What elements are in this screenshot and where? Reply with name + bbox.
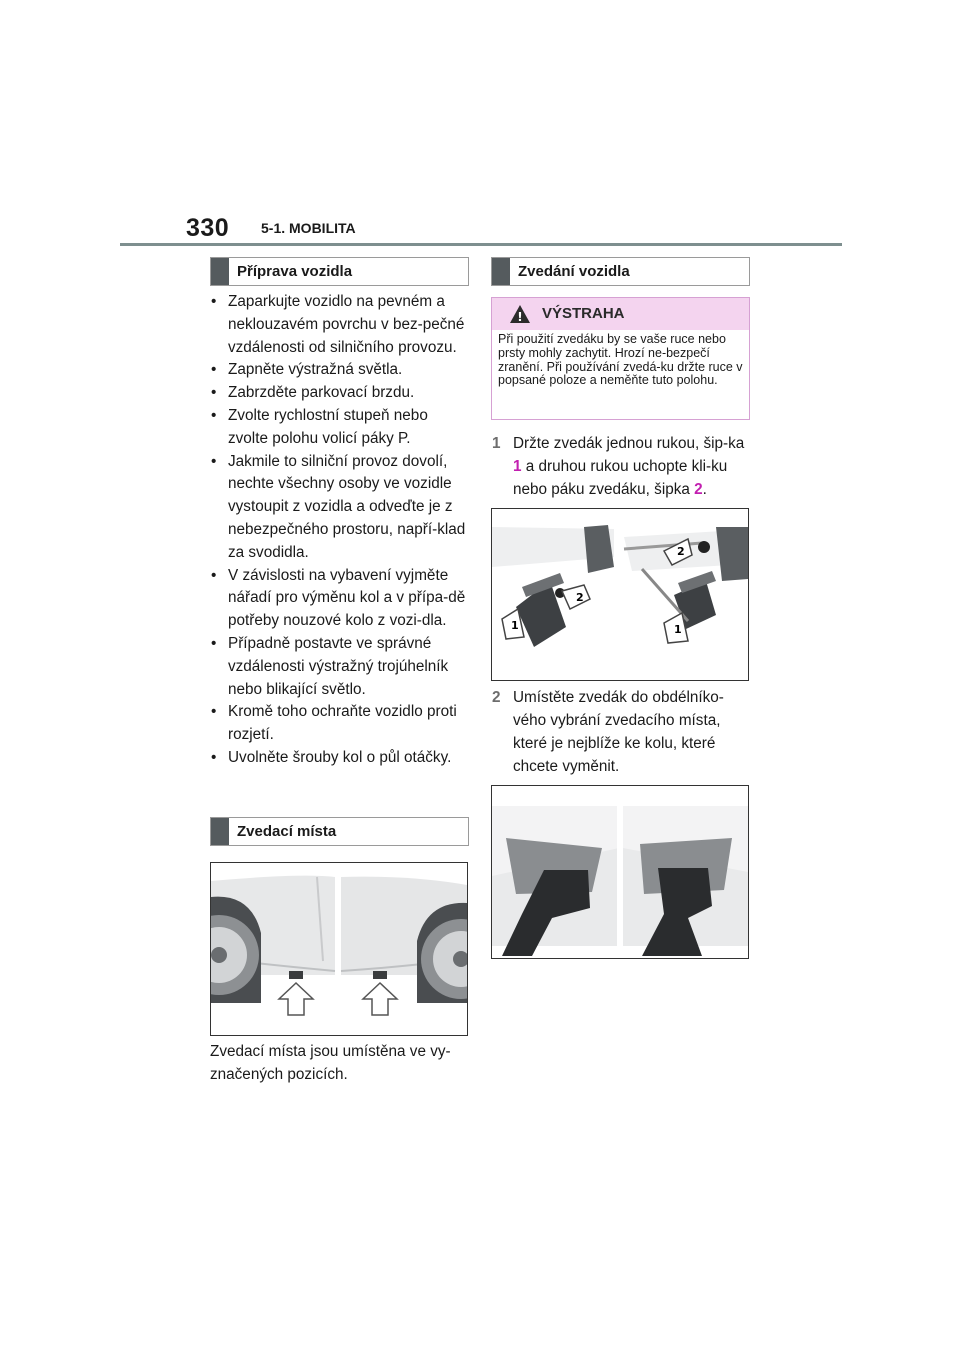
list-item: • Zvolte rychlostní stupeň nebo zvolte polohu volicí páky P. — [211, 406, 428, 447]
section-marker — [492, 258, 510, 285]
jack-placement-figure — [491, 785, 749, 959]
step-text: Držte zvedák jednou rukou, šip-ka 1 a druhou rukou uchopte kli-ku nebo páku zvedáku, šipka 2. — [513, 435, 745, 498]
warning-triangle-icon — [509, 304, 531, 324]
jack-handling-figure — [491, 508, 749, 681]
jack-placement-illustration — [492, 786, 748, 958]
warning-box — [491, 297, 750, 420]
warning-title: VÝSTRAHA — [542, 305, 625, 322]
list-item: • Zapněte výstražná světla. — [211, 361, 403, 379]
list-item: • Zabrzděte parkovací brzdu. — [211, 384, 415, 402]
car-side-illustration — [211, 863, 467, 1035]
step-number: 1 — [492, 435, 501, 452]
chapter-title: 5-1. MOBILITA — [261, 220, 356, 236]
lifting-points-figure — [210, 862, 468, 1036]
arrow-ref-1: 1 — [513, 458, 522, 475]
step-number: 2 — [492, 689, 501, 706]
callout-label: 2 — [677, 545, 685, 558]
header-divider — [120, 243, 842, 246]
list-item: • Uvolněte šrouby kol o půl otáčky. — [211, 748, 452, 766]
step-text: Umístěte zvedák do obdélníko-vého vybrání zvedacího místa, které je nejblíže ke kolu, které chcete vyměnit. — [513, 689, 724, 775]
warning-text: Při použití zvedáku by se vaše ruce nebo prsty mohly zachytit. Hrozí ne-bezpečí zranění. Při používání zvedá-ku držte ruce v popsané poloze a neměňte tuto polohu. — [498, 332, 743, 388]
callout-label: 1 — [511, 619, 519, 632]
step-2 — [492, 686, 754, 778]
list-item: • Případně postavte ve správné vzdálenosti výstražný trojúhelník nebo blikající světlo. — [211, 634, 449, 698]
preparation-list — [208, 291, 470, 770]
list-item: • Kromě toho ochraňte vozidlo proti rozjetí. — [211, 703, 457, 744]
arrow-ref-2: 2 — [694, 481, 703, 498]
section-title: Zvedání vozidla — [518, 263, 630, 280]
svg-text:!: ! — [517, 310, 523, 324]
section-title: Příprava vozidla — [237, 263, 353, 280]
section-heading-zvedaci-mista — [210, 817, 469, 846]
list-item: • V závislosti na vybavení vyjměte nářadí pro výměnu kol a v přípa-dě potřeby nouzové kolo z vozi-dla. — [211, 566, 466, 630]
list-item: • Zaparkujte vozidlo na pevném a neklouzavém povrchu v bez-pečné vzdálenosti od silničního provozu. — [211, 293, 465, 356]
section-heading-zvedani — [491, 257, 750, 286]
section-title: Zvedací místa — [237, 823, 337, 840]
step-1 — [492, 432, 754, 501]
section-marker — [211, 818, 229, 845]
figure-caption: Zvedací místa jsou umístěna ve vy-značených pozicích. — [210, 1043, 451, 1083]
callout-label: 1 — [674, 623, 682, 636]
page-number: 330 — [186, 214, 230, 242]
section-heading-priprava — [210, 257, 469, 286]
warning-header — [492, 298, 749, 330]
section-marker — [211, 258, 229, 285]
callout-label: 2 — [576, 591, 584, 604]
jack-illustration — [492, 509, 748, 680]
list-item: • Jakmile to silniční provoz dovolí, nechte všechny osoby ve vozidle vystoupit z vozidla a odveďte je z nebezpečného prostoru, napří-klad za svodidla. — [211, 452, 466, 561]
